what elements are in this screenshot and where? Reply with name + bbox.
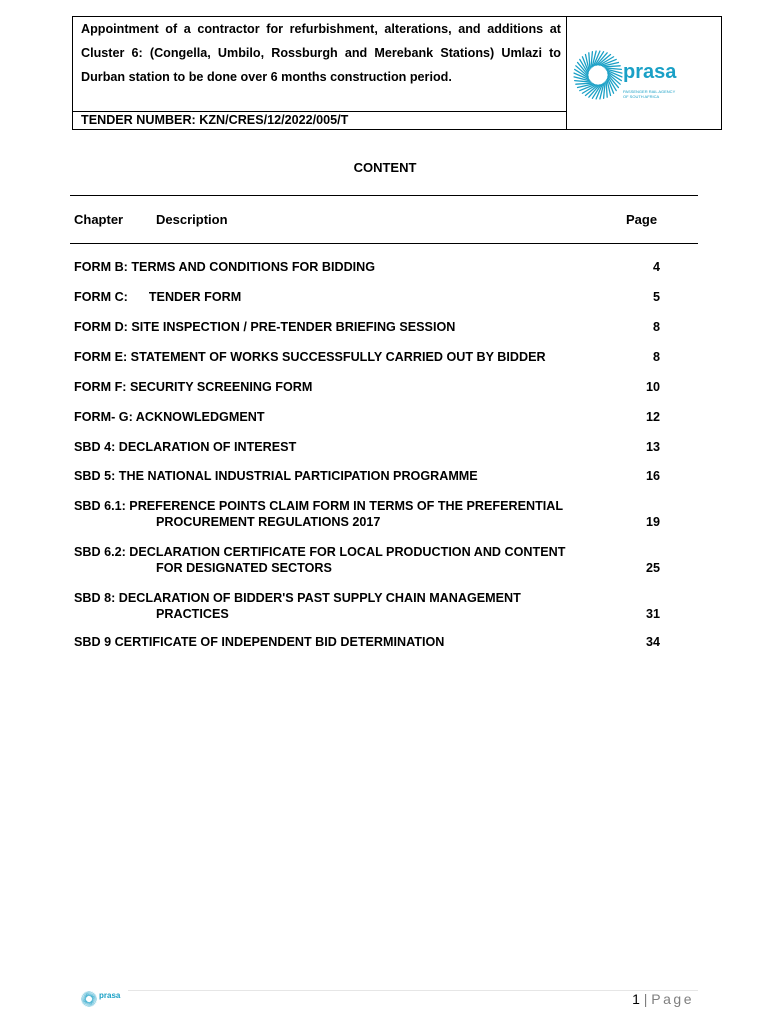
chapter-column-header: Chapter: [74, 212, 124, 227]
description-column-header: Description: [156, 212, 228, 227]
toc-entry-page: 25: [645, 561, 660, 575]
footer-rule: [128, 990, 698, 991]
toc-entry-page: 13: [645, 440, 660, 454]
toc-entry-sbd-5: [74, 468, 660, 484]
header-text-cell: [73, 17, 567, 129]
toc-entry-title-continued: FOR DESIGNATED SECTORS: [156, 561, 332, 575]
svg-text:PASSENGER RAIL AGENCY: PASSENGER RAIL AGENCY: [623, 89, 676, 94]
logo-cell: [569, 17, 721, 129]
toc-entry-title: SBD 6.2: DECLARATION CERTIFICATE FOR LOCAL PRODUCTION AND CONTENT: [74, 545, 566, 559]
toc-entry-title: SBD 4: DECLARATION OF INTEREST: [74, 440, 297, 454]
toc-entry-title: FORM- G: ACKNOWLEDGMENT: [74, 410, 265, 424]
toc-entry-page: 16: [645, 469, 660, 483]
toc-entry-page: 34: [645, 635, 660, 649]
toc-entry-form-f: [74, 379, 660, 395]
toc-entry-page: 31: [645, 607, 660, 621]
toc-entry-page: 4: [652, 260, 660, 274]
toc-entry-title-continued: PROCUREMENT REGULATIONS 2017: [156, 515, 381, 529]
content-heading: CONTENT: [353, 160, 417, 175]
toc-entry-sbd-6-2: [74, 544, 660, 576]
svg-text:OF SOUTH AFRICA: OF SOUTH AFRICA: [623, 94, 660, 99]
toc-entry-form-c: [74, 289, 660, 305]
toc-entry-form-e: [74, 349, 660, 365]
toc-entry-title: SBD 5: THE NATIONAL INDUSTRIAL PARTICIPATION PROGRAMME: [74, 469, 478, 483]
toc-entry-title-continued: PRACTICES: [156, 607, 229, 621]
toc-entry-title: SBD 6.1: PREFERENCE POINTS CLAIM FORM IN TERMS OF THE PREFERENTIAL: [74, 499, 564, 513]
toc-entry-sbd-8: [74, 590, 660, 622]
toc-entry-title: FORM E: STATEMENT OF WORKS SUCCESSFULLY CARRIED OUT BY BIDDER: [74, 350, 546, 364]
svg-text:prasa: prasa: [623, 61, 677, 83]
tender-number: TENDER NUMBER: KZN/CRES/12/2022/005/T: [73, 111, 566, 129]
prasa-small-logo-icon: [81, 991, 97, 1007]
top-rule: [70, 195, 698, 196]
toc-entry-sbd-4: [74, 439, 660, 455]
toc-entry-sbd-6-1: [74, 498, 660, 530]
toc-entry-form-d: [74, 319, 660, 335]
header-bottom-rule: [70, 243, 698, 244]
toc-entry-page: 12: [645, 410, 660, 424]
toc-entry-form-b: [74, 259, 660, 275]
toc-entry-page: 8: [652, 350, 660, 364]
prasa-logo-wordmark: [621, 53, 701, 113]
footer-page-indicator: [632, 991, 694, 1007]
toc-entry-page: 8: [652, 320, 660, 334]
toc-entry-page: 5: [652, 290, 660, 304]
page-number: 1: [632, 991, 640, 1007]
toc-entry-page: 10: [645, 380, 660, 394]
page-separator: |: [639, 991, 652, 1007]
header-table: [72, 16, 722, 130]
footer-logo-wordmark: prasa: [99, 991, 121, 1000]
tender-description: Appointment of a contractor for refurbishment, alterations, and additions at Cluster 6: (Congella, Umbilo, Rossburgh and Merebank Stations) Umlazi to Durban station to be done over 6 months construction period.: [81, 22, 561, 84]
toc-entry-sbd-9: [74, 634, 660, 650]
toc-entry-title: FORM B: TERMS AND CONDITIONS FOR BIDDING: [74, 260, 376, 274]
toc-entry-title: FORM C: TENDER FORM: [74, 290, 242, 304]
toc-entry-title: SBD 9 CERTIFICATE OF INDEPENDENT BID DETERMINATION: [74, 635, 445, 649]
toc-entry-page: 19: [645, 515, 660, 529]
prasa-sunburst-logo-icon: [573, 50, 623, 100]
toc-entry-title: FORM D: SITE INSPECTION / PRE-TENDER BRIEFING SESSION: [74, 320, 456, 334]
toc-entry-title: SBD 8: DECLARATION OF BIDDER'S PAST SUPPLY CHAIN MANAGEMENT: [74, 591, 521, 605]
page-column-header: Page: [626, 212, 658, 227]
page-word: Page: [651, 991, 694, 1007]
toc-entry-title: FORM F: SECURITY SCREENING FORM: [74, 380, 313, 394]
toc-entry-form-g: [74, 409, 660, 425]
